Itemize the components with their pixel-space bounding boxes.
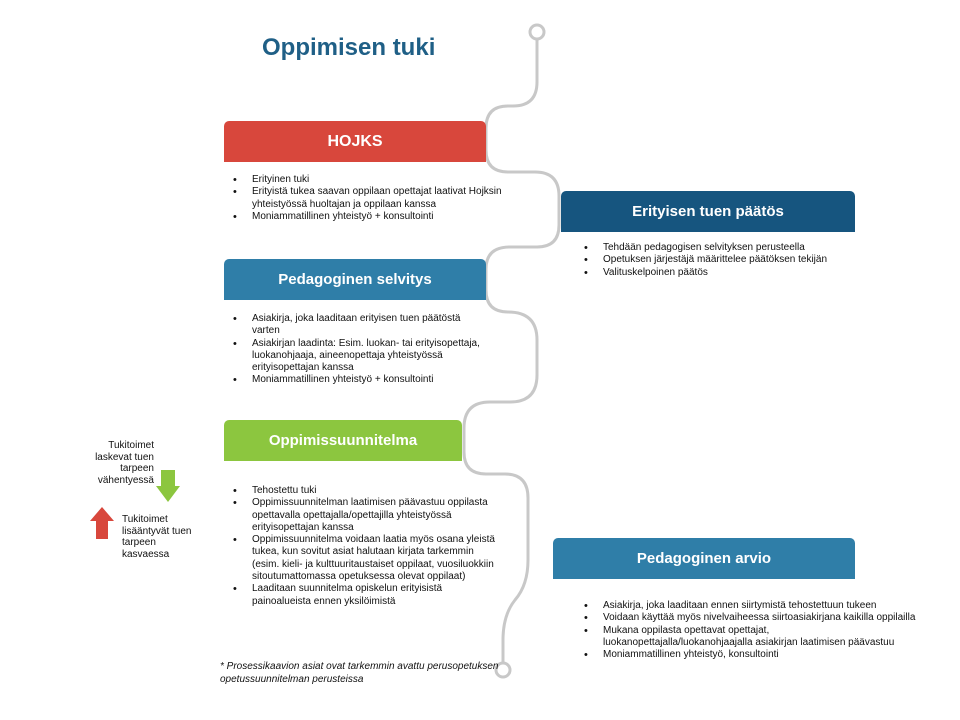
legend-up-text: Tukitoimet lisääntyvät tuen tarpeen kasvaessa (122, 514, 192, 560)
pedagoginen-selvitys-list (225, 313, 485, 387)
list-item: • Moniammatillinen yhteistyö, konsultointi (576, 649, 916, 661)
list-item: • Oppimissuunnitelman laatimisen päävastuu oppilasta opettavalla opettajalla/opettajilla yhteistyössä erityisopettajan kanssa (225, 497, 495, 534)
list-item: • Moniammatillinen yhteistyö + konsultointi (225, 374, 485, 386)
list-item: • Valituskelpoinen päätös (576, 267, 866, 279)
list-item: • Erityinen tuki (225, 174, 505, 186)
page-title: Oppimisen tuki (262, 34, 436, 61)
pedagoginen-arvio-label: Pedagoginen arvio (636, 550, 772, 567)
list-item: • Mukana oppilasta opettavat opettajat, luokanopettajalla/luokanohjaajalla asiakirjan laatimisen päävastuu (576, 625, 916, 650)
pedagoginen-selvitys-label: Pedagoginen selvitys (278, 271, 432, 288)
oppimissuunnitelma-label: Oppimissuunnitelma (268, 432, 418, 449)
list-item: • Tehostettu tuki (225, 485, 495, 497)
list-item: • Oppimissuunnitelma voidaan laatia myös osana yleistä tukea, kun sovitut asiat halutaan kirjata tarkemmin (esim. kieli- ja kulttuuritaustaiset oppilaat, vuosiluokkiin sitoutumattomassa opetuksessa olevat oppilaat) (225, 534, 495, 583)
legend-down-text: Tukitoimet laskevat tuen tarpeen vähentyessä (95, 440, 154, 486)
pedagoginen-selvitys-box (224, 259, 486, 300)
list-item: • Laaditaan suunnitelma opiskelun erityisistä painoalueista ennen yksilöimistä (225, 583, 495, 608)
erityisen-tuen-paatos-label: Erityisen tuen päätös (632, 203, 784, 220)
pedagoginen-arvio-list (576, 600, 916, 661)
list-item: • Voidaan käyttää myös nivelvaiheessa siirtoasiakirjana kaikilla oppilailla (576, 612, 916, 624)
erityisen-tuen-paatos-list (576, 242, 866, 279)
hojks-box (224, 121, 486, 162)
arrow-down-icon (156, 470, 180, 502)
hojks-list (225, 174, 505, 223)
timeline-start-node (530, 25, 544, 39)
arrow-up-icon (90, 507, 114, 539)
pedagoginen-arvio-box (553, 538, 855, 579)
oppimissuunnitelma-box (224, 420, 462, 461)
hojks-label: HOJKS (327, 132, 383, 150)
erityisen-tuen-paatos-box (561, 191, 855, 232)
list-item: • Asiakirja, joka laaditaan erityisen tuen päätöstä varten (225, 313, 485, 338)
list-item: • Opetuksen järjestäjä määrittelee päätöksen tekijän (576, 254, 866, 266)
list-item: • Asiakirja, joka laaditaan ennen siirtymistä tehostettuun tukeen (576, 600, 916, 612)
list-item: • Tehdään pedagogisen selvityksen perusteella (576, 242, 866, 254)
oppimissuunnitelma-list (225, 485, 495, 608)
list-item: • Asiakirjan laadinta: Esim. luokan- tai erityisopettaja, luokanohjaaja, aineenopettaja yhteistyössä erityisopettajan kanssa (225, 338, 485, 375)
list-item: • Erityistä tukea saavan oppilaan opettajat laativat Hojksin yhteistyössä huoltajan ja oppilaan kanssa (225, 186, 505, 211)
footnote: * Prosessikaavion asiat ovat tarkemmin avattu perusopetuksen opetussuunnitelman perusteissa (220, 661, 499, 685)
list-item: • Moniammatillinen yhteistyö + konsultointi (225, 211, 505, 223)
